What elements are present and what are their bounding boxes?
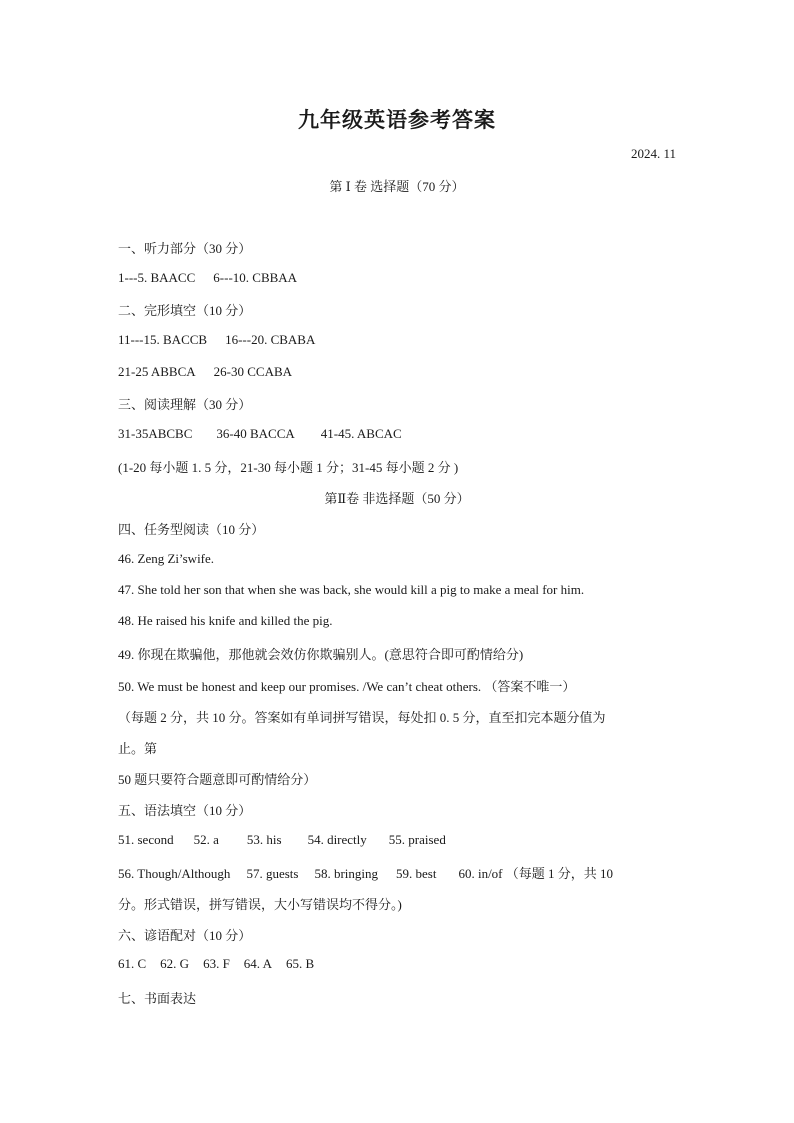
proverb-answer-65: 65. B xyxy=(285,956,315,971)
reading-heading: 三、阅读理解（30 分） xyxy=(118,397,252,412)
answer-48: 48. He raised his knife and killed the pig. xyxy=(118,613,333,628)
grammar-answer-56: 56. Though/Although xyxy=(118,866,231,881)
listening-heading: 一、听力部分（30 分） xyxy=(118,241,252,256)
grammar-answer-52: 52. a xyxy=(193,832,219,847)
proverb-answer-64: 64. A xyxy=(243,956,272,971)
part1-title: 第 Ⅰ 卷 选择题（70 分） xyxy=(329,179,465,194)
listening-answers xyxy=(118,270,678,286)
answer-46: 46. Zeng Zi’swife. xyxy=(118,551,215,566)
grammar-answer-55: 55. praised xyxy=(388,832,446,847)
listening-answers-b: 6---10. CBBAA xyxy=(213,270,298,285)
reading-answers xyxy=(118,426,678,442)
answer-50: 50. We must be honest and keep our promises. /We can’t cheat others. （答案不唯一） xyxy=(118,679,576,694)
cloze-answers-d: 26-30 CCABA xyxy=(213,364,293,379)
cloze-answers-row1 xyxy=(118,332,678,348)
reading-answers-b: 36-40 BACCA xyxy=(216,426,295,441)
task-reading-heading: 四、任务型阅读（10 分） xyxy=(118,522,265,537)
reading-answers-a: 31-35ABCBC xyxy=(118,426,193,441)
reading-answers-c: 41-45. ABCAC xyxy=(320,426,402,441)
grammar-answer-54: 54. directly xyxy=(307,832,367,847)
answer-49: 49. 你现在欺骗他，那他就会效仿你欺骗别人。(意思符合即可酌情给分) xyxy=(118,647,524,662)
listening-answers-a: 1---5. BAACC xyxy=(118,270,196,285)
grammar-answers-row1 xyxy=(118,832,678,848)
scoring-note: (1-20 每小题 1. 5 分，21-30 每小题 1 分；31-45 每小题 2 分 ) xyxy=(118,460,459,475)
cloze-answers-a: 11---15. BACCB xyxy=(118,332,208,347)
cloze-answers-b: 16---20. CBABA xyxy=(225,332,316,347)
proverb-answer-63: 63. F xyxy=(203,956,230,971)
grammar-answer-60: 60. in/of （每题 1 分，共 10 xyxy=(458,866,614,881)
task-note-line1: （每题 2 分，共 10 分。答案如有单词拼写错误，每处扣 0. 5 分，直至扣完本题分值为 xyxy=(118,710,606,725)
part2-title: 第Ⅱ卷 非选择题（50 分） xyxy=(324,491,470,506)
grammar-answer-53: 53. his xyxy=(246,832,282,847)
proverb-answer-61: 61. C xyxy=(118,956,147,971)
grammar-note: 分。形式错误，拼写错误，大小写错误均不得分。) xyxy=(118,897,402,912)
grammar-answer-58: 58. bringing xyxy=(314,866,378,881)
grammar-answer-59: 59. best xyxy=(396,866,437,881)
proverb-heading: 六、谚语配对（10 分） xyxy=(118,928,252,943)
proverb-answer-62: 62. G xyxy=(160,956,190,971)
date-label: 2024. 11 xyxy=(630,146,676,161)
answer-47: 47. She told her son that when she was back, she would kill a pig to make a meal for him. xyxy=(118,582,585,597)
grammar-heading: 五、语法填空（10 分） xyxy=(118,803,252,818)
writing-heading: 七、书面表达 xyxy=(118,991,197,1006)
grammar-answer-51: 51. second xyxy=(118,832,174,847)
task-note-line3: 50 题只要符合题意即可酌情给分） xyxy=(118,772,317,787)
proverb-answers xyxy=(118,956,678,972)
grammar-answer-57: 57. guests xyxy=(246,866,299,881)
task-note-line2: 止。第 xyxy=(118,741,158,756)
grammar-answers-row2 xyxy=(118,863,678,882)
cloze-heading: 二、完形填空（10 分） xyxy=(118,303,252,318)
cloze-answers-row2 xyxy=(118,364,678,380)
cloze-answers-c: 21-25 ABBCA xyxy=(118,364,196,379)
page-title: 九年级英语参考答案 xyxy=(298,108,496,132)
